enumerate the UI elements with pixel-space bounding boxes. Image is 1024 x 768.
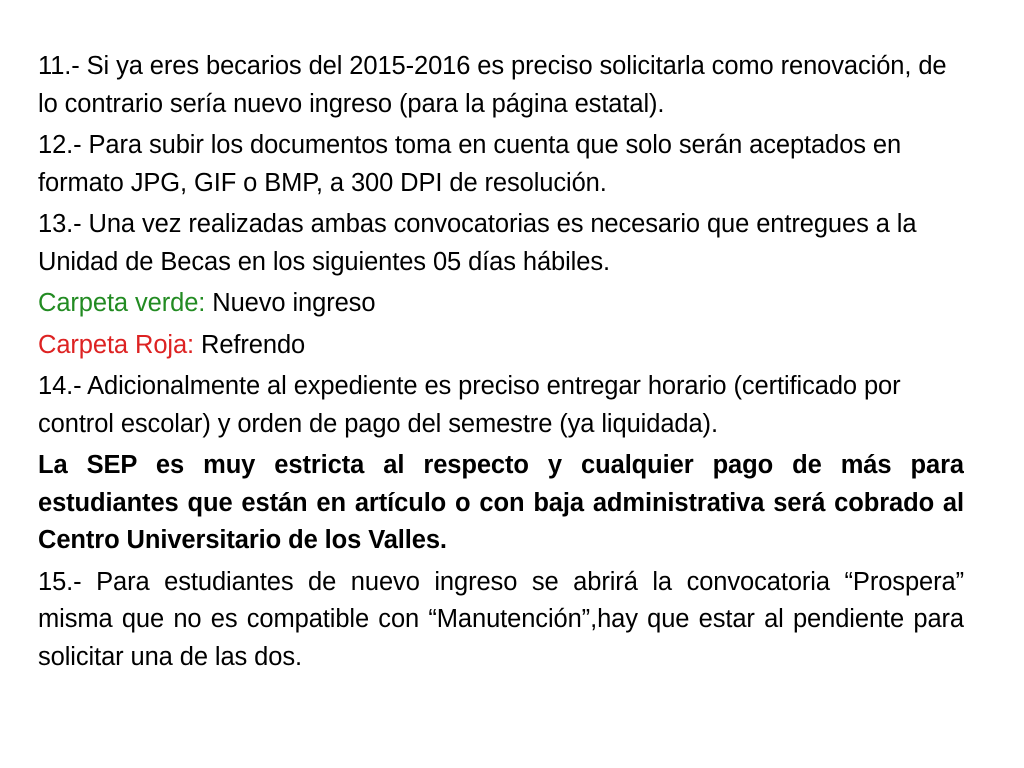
paragraph-15-text: 15.- Para estudiantes de nuevo ingreso se abrirá la convocatoria “Prospera” misma que no es compatible con “Manutención”,hay que estar al pendiente para solicitar una de las dos. [38,567,964,671]
paragraph-12-text: 12.- Para subir los documentos toma en cuenta que solo serán aceptados en formato JPG, GIF o BMP, a 300 DPI de resolución. [38,131,902,197]
red-folder-line [38,327,964,365]
sep-warning-paragraph [38,447,964,560]
green-folder-label: Carpeta verde: [38,289,206,317]
red-folder-value: Refrendo [194,330,306,359]
green-folder-value: Nuevo ingreso [205,289,376,317]
paragraph-11-text: 11.- Si ya eres becarios del 2015-2016 es preciso solicitarla como renovación, de lo contrario sería nuevo ingreso (para la página estatal). [38,52,947,118]
paragraph-11 [38,48,964,123]
paragraph-13-text: 13.- Una vez realizadas ambas convocatorias es necesario que entregues a la Unidad de Becas en los siguientes 05 días hábiles. [38,210,917,276]
paragraph-13 [38,206,964,281]
slide-body [38,48,964,760]
paragraph-14-text: 14.- Adicionalmente al expediente es preciso entregar horario (certificado por control escolar) y orden de pago del semestre (ya liquidada). [38,372,901,438]
green-folder-line [38,285,964,323]
paragraph-12 [38,127,964,202]
paragraph-15 [38,564,964,677]
red-folder-label: Carpeta Roja: [38,330,195,359]
paragraph-14 [38,368,964,443]
sep-warning-text: La SEP es muy estricta al respecto y cualquier pago de más para estudiantes que están en artículo o con baja administrativa será cobrado al Centro Universitario de los Valles. [38,451,964,554]
